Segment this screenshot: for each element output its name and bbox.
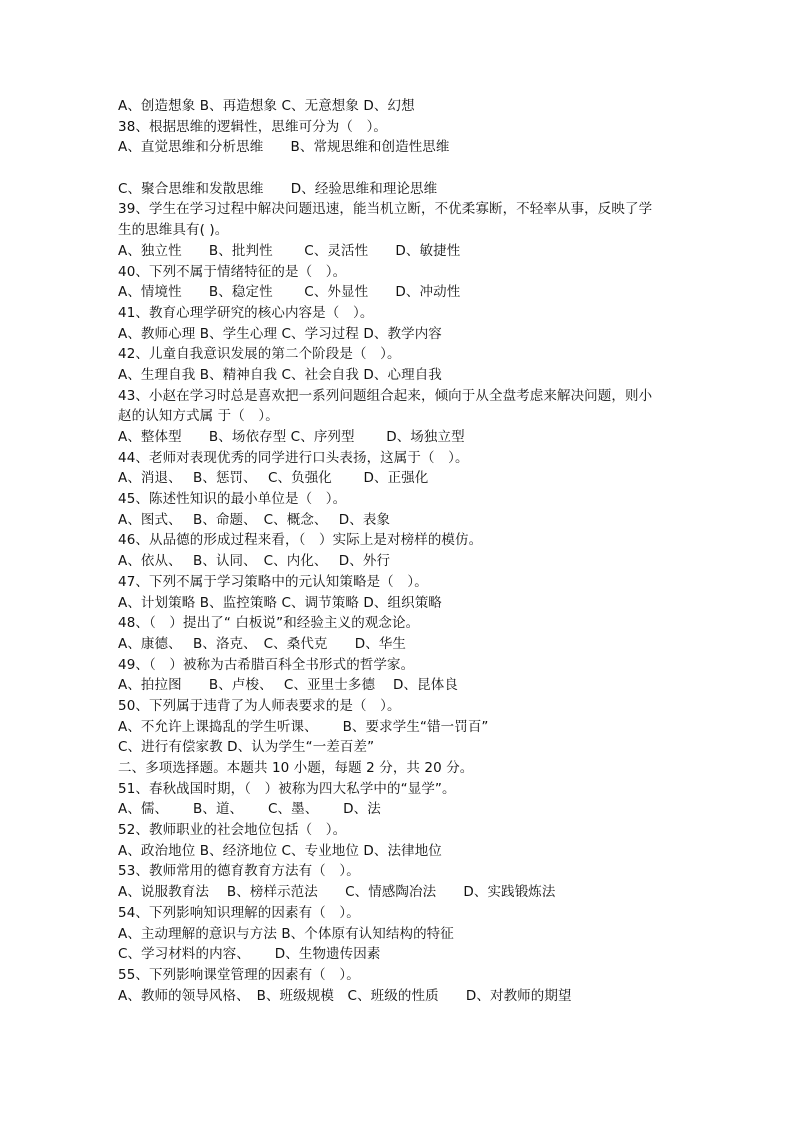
option-line: A、教师心理 B、学生心理 C、学习过程 D、教学内容 [118, 325, 442, 342]
blank-line [118, 158, 678, 179]
option-line: A、整体型 B、场依存型 C、序列型 D、场独立型 [118, 429, 465, 445]
option-line: A、独立性 B、批判性 C、灵活性 D、敏捷性 [118, 242, 461, 259]
question-43: 43、小赵在学习时总是喜欢把一系列问题组合起来，倾向于从全盘考虑来解决问题，则小 [118, 387, 653, 404]
question-55: 55、下列影响课堂管理的因素有（ ）。 [118, 966, 360, 983]
question-49: 49、（ ）被称为古希腊百科全书形式的哲学家。 [118, 656, 415, 673]
option-line: A、创造想象 B、再造想象 C、无意想象 D、幻想 [118, 98, 415, 114]
section-heading: 二、多项选择题。本题共 10 小题，每题 2 分，共 20 分。 [118, 760, 474, 776]
option-line: A、计划策略 B、监控策略 C、调节策略 D、组织策略 [118, 594, 442, 611]
option-line: A、儒、 B、道、 C、墨、 D、法 [118, 801, 381, 818]
option-line: A、情境性 B、稳定性 C、外显性 D、冲动性 [118, 284, 461, 301]
option-line: A、图式、 B、命题、 C、概念、 D、表象 [118, 511, 391, 528]
option-line: A、康德、 B、洛克、 C、桑代克 D、华生 [118, 635, 407, 652]
question-51: 51、春秋战国时期，（ ）被称为四大私学中的“显学”。 [118, 780, 456, 797]
question-42: 42、儿童自我意识发展的第二个阶段是（ ）。 [118, 346, 401, 363]
option-line: C、学习材料的内容、 D、生物遗传因素 [118, 946, 381, 963]
option-line: C、聚合思维和发散思维 D、经验思维和理论思维 [118, 180, 438, 197]
option-line: A、直觉思维和分析思维 B、常规思维和创造性思维 [118, 139, 450, 156]
option-line: A、依从、 B、认同、 C、内化、 D、外行 [118, 553, 391, 570]
question-50: 50、下列属于违背了为人师表要求的是（ ）。 [118, 697, 401, 714]
question-45: 45、陈述性知识的最小单位是（ ）。 [118, 491, 347, 508]
option-line: A、教师的领导风格、 B、班级规模 C、班级的性质 D、对教师的期望 [118, 987, 572, 1004]
question-43-continued: 赵的认知方式属 于（ ）。 [118, 408, 279, 425]
question-47: 47、下列不属于学习策略中的元认知策略是（ ）。 [118, 573, 428, 590]
question-54: 54、下列影响知识理解的因素有（ ）。 [118, 904, 360, 921]
exam-questions [118, 96, 678, 1006]
option-line: A、生理自我 B、精神自我 C、社会自我 D、心理自我 [118, 366, 442, 383]
question-46: 46、从品德的形成过程来看，（ ）实际上是对榜样的模仿。 [118, 532, 483, 549]
question-39-continued: 生的思维具有( )。 [118, 222, 229, 239]
question-48: 48、（ ）提出了“ 白板说”和经验主义的观念论。 [118, 615, 420, 632]
question-39: 39、学生在学习过程中解决问题迅速，能当机立断，不优柔寡断，不轻率从事，反映了学 [118, 201, 653, 218]
option-line: A、说服教育法 B、榜样示范法 C、情感陶冶法 D、实践锻炼法 [118, 884, 556, 901]
question-40: 40、下列不属于情绪特征的是（ ）。 [118, 263, 347, 280]
question-41: 41、教育心理学研究的核心内容是（ ）。 [118, 304, 374, 321]
question-38: 38、根据思维的逻辑性，思维可分为（ ）。 [118, 118, 388, 135]
option-line: A、消退、 B、惩罚、 C、负强化 D、正强化 [118, 470, 429, 487]
question-52: 52、教师职业的社会地位包括（ ）。 [118, 822, 347, 839]
question-44: 44、老师对表现优秀的同学进行口头表扬，这属于（ ）。 [118, 449, 469, 466]
option-line: C、进行有偿家教 D、认为学生“一差百差” [118, 739, 375, 756]
question-53: 53、教师常用的德育教育方法有（ ）。 [118, 863, 360, 880]
option-line: A、拍拉图 B、卢梭、 C、亚里士多德 D、昆体良 [118, 677, 458, 694]
option-line: A、不允许上课捣乱的学生听课、 B、要求学生“错一罚百” [118, 718, 489, 735]
option-line: A、主动理解的意识与方法 B、个体原有认知结构的特征 [118, 925, 454, 942]
option-line: A、政治地位 B、经济地位 C、专业地位 D、法律地位 [118, 842, 442, 859]
